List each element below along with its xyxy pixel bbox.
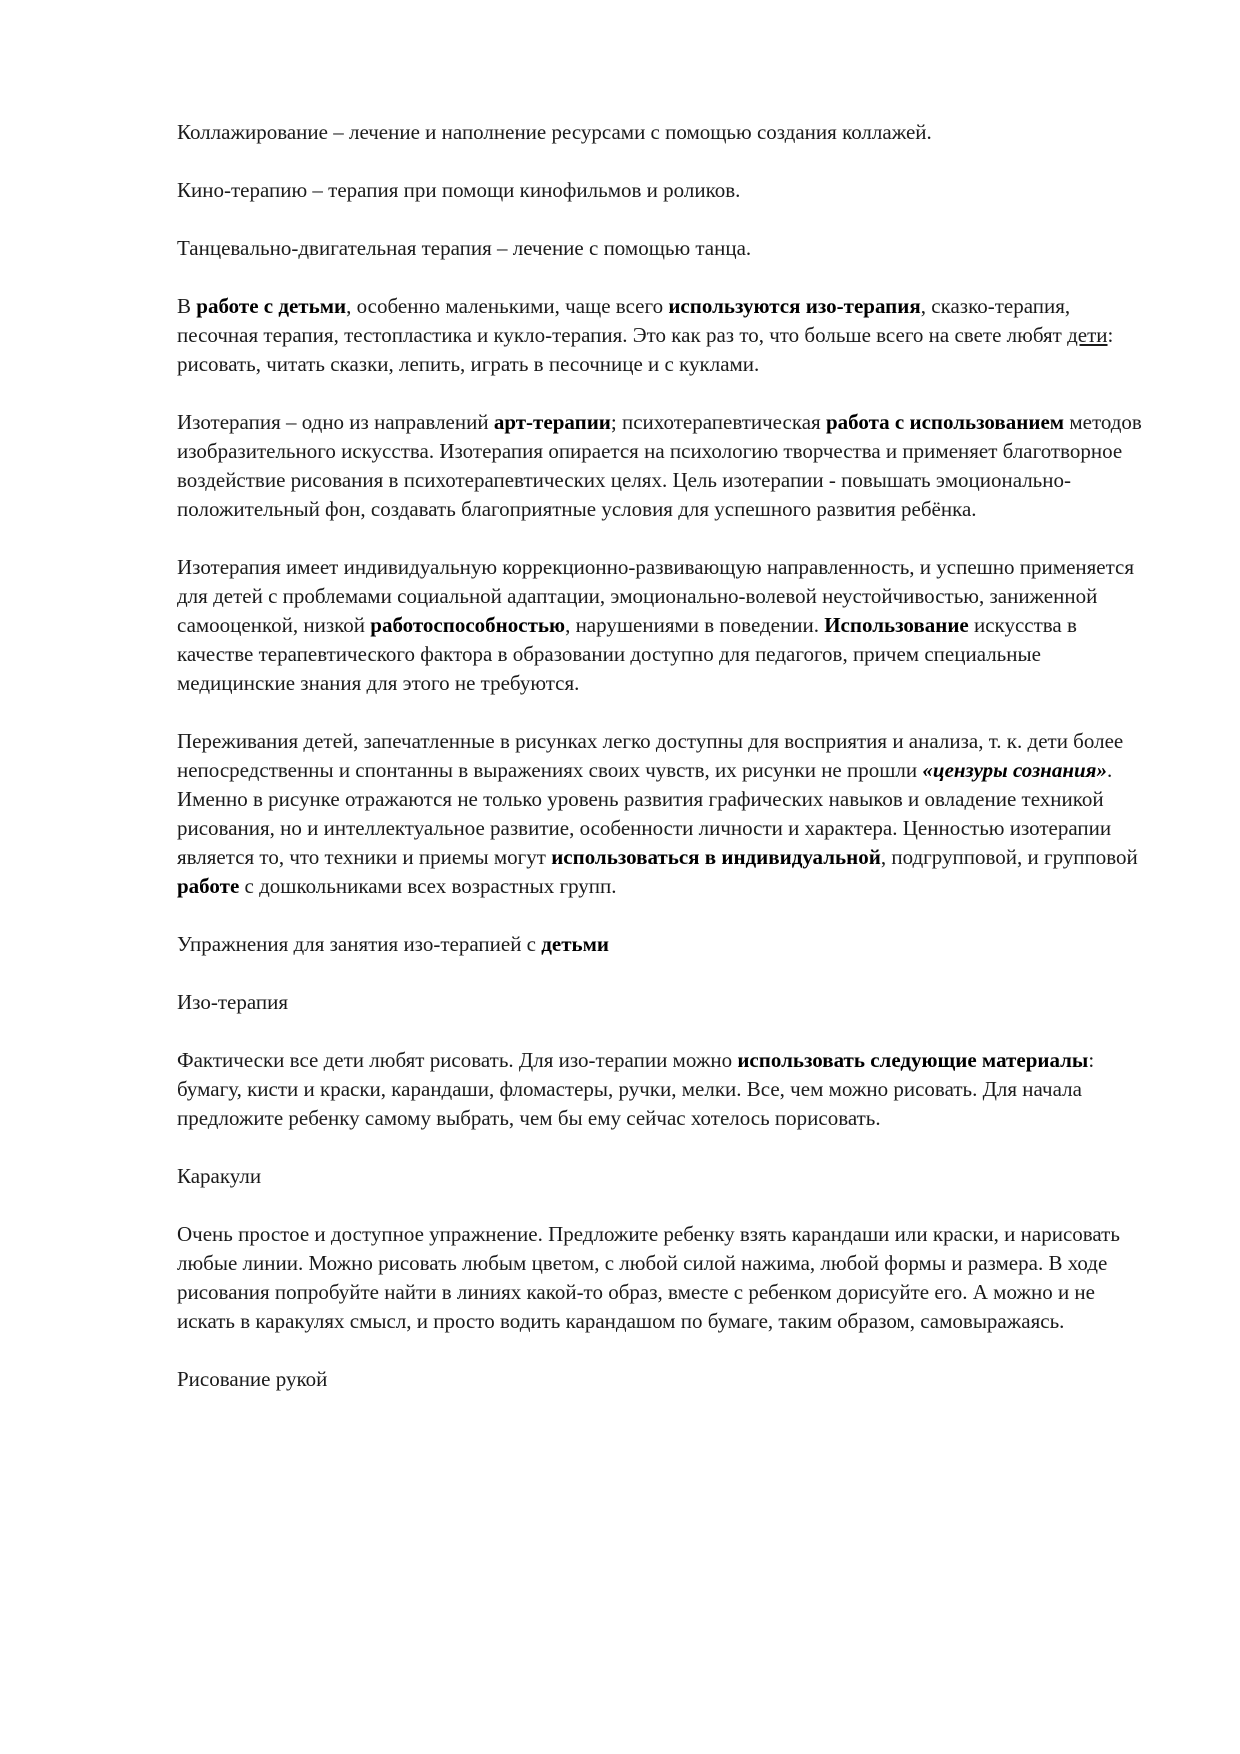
- text-run: Каракули: [177, 1164, 262, 1188]
- text-run: искусства в качестве терапевтического фактора в образовании доступно для педагогов, причем специальные медицинские знания для этого не требуются.: [177, 613, 1077, 695]
- bold-run: арт-терапии: [493, 410, 611, 434]
- paragraph-doodles: [177, 1220, 1155, 1336]
- bold-run: использоваться в индивидуальной: [551, 845, 881, 869]
- text-run: Переживания детей, запечатленные в рисунках легко доступны для восприятия и анализа, т. к. дети более непосредственны и спонтанны в выражениях своих чувств, их рисунки не прошли: [177, 729, 1124, 782]
- bold-run: работе с детьми: [196, 294, 347, 318]
- document-body: [177, 118, 1155, 1423]
- text-run: , подгрупповой, и групповой: [880, 845, 1138, 869]
- bold-run: работа с использованием: [825, 410, 1065, 434]
- text-run: В: [177, 294, 197, 318]
- paragraph-isotherapy-definition: [177, 408, 1155, 524]
- text-run: Танцевально-двигательная терапия – лечение с помощью танца.: [177, 236, 752, 260]
- paragraph-materials: [177, 1046, 1155, 1133]
- link-children[interactable]: дети: [1067, 323, 1108, 347]
- text-run: ; психотерапевтическая: [610, 410, 826, 434]
- paragraph-collage: [177, 118, 1155, 147]
- text-run: Изотерапия имеет индивидуальную коррекционно-развивающую направленность, и успешно применяется для детей с проблемами социальной адаптации, эмоционально-волевой неустойчивостью, заниженной самооценкой, низкой: [177, 555, 1135, 637]
- paragraph-dance-therapy: [177, 234, 1155, 263]
- text-run: . Именно в рисунке отражаются не только уровень развития графических навыков и овладение техникой рисования, но и интеллектуальное развитие, особенности личности и характера. Ценностью изотерапии является то, что техники и приемы могут: [177, 758, 1113, 869]
- text-run: Фактически все дети любят рисовать. Для изо-терапии можно: [177, 1048, 738, 1072]
- bold-run: работоспособностью: [370, 613, 566, 637]
- bold-run: используются изо-терапия: [668, 294, 921, 318]
- text-run: : бумагу, кисти и краски, карандаши, фломастеры, ручки, мелки. Все, чем можно рисовать. Для начала предложите ребенку самому выбрать, чем бы ему сейчас хотелось порисовать.: [177, 1048, 1095, 1130]
- text-run: Упражнения для занятия изо-терапией с: [177, 932, 542, 956]
- paragraph-cinema-therapy: [177, 176, 1155, 205]
- bold-run: детьми: [541, 932, 610, 956]
- text-run: Изотерапия – одно из направлений: [177, 410, 494, 434]
- text-run: : рисовать, читать сказки, лепить, играть в песочнице и с куклами.: [177, 323, 1114, 376]
- heading-isotherapy: [177, 988, 1155, 1017]
- heading-hand-drawing: [177, 1365, 1155, 1394]
- text-run: Рисование рукой: [177, 1367, 328, 1391]
- paragraph-isotherapy-application: [177, 553, 1155, 698]
- text-run: Коллажирование – лечение и наполнение ресурсами с помощью создания коллажей.: [177, 120, 932, 144]
- paragraph-children-experiences: [177, 727, 1155, 901]
- text-run: Очень простое и доступное упражнение. Предложите ребенку взять карандаши или краски, и нарисовать любые линии. Можно рисовать любым цветом, с любой силой нажима, любой формы и размера. В ходе рисования попробуйте найти в линиях какой-то образ, вместе с ребенком дорисуйте его. А можно и не искать в каракулях смысл, и просто водить карандашом по бумаге, таким образом, самовыражаясь.: [177, 1222, 1120, 1333]
- bold-run: работе: [177, 874, 240, 898]
- italic-run: «цензуры сознания»: [922, 758, 1107, 782]
- text-run: , сказко-терапия, песочная терапия, тестопластика и кукло-терапия. Это как раз то, что больше всего на свете любят: [177, 294, 1071, 347]
- bold-run: Использование: [824, 613, 969, 637]
- text-run: с дошкольниками всех возрастных групп.: [239, 874, 617, 898]
- text-run: методов изобразительного искусства. Изотерапия опирается на психологию творчества и применяет благотворное воздействие рисования в психотерапевтических целях. Цель изотерапии - повышать эмоционально-положительный фон, создавать благоприятные условия для успешного развития ребёнка.: [177, 410, 1142, 521]
- heading-doodles: [177, 1162, 1155, 1191]
- bold-italic-run: [922, 758, 1107, 782]
- text-run: , нарушениями в поведении.: [565, 613, 825, 637]
- text-run: Изо-терапия: [177, 990, 289, 1014]
- bold-run: использовать следующие материалы: [737, 1048, 1089, 1072]
- paragraph-work-with-children: [177, 292, 1155, 379]
- heading-exercises: [177, 930, 1155, 959]
- text-run: Кино-терапию – терапия при помощи кинофильмов и роликов.: [177, 178, 741, 202]
- text-run: , особенно маленькими, чаще всего: [346, 294, 669, 318]
